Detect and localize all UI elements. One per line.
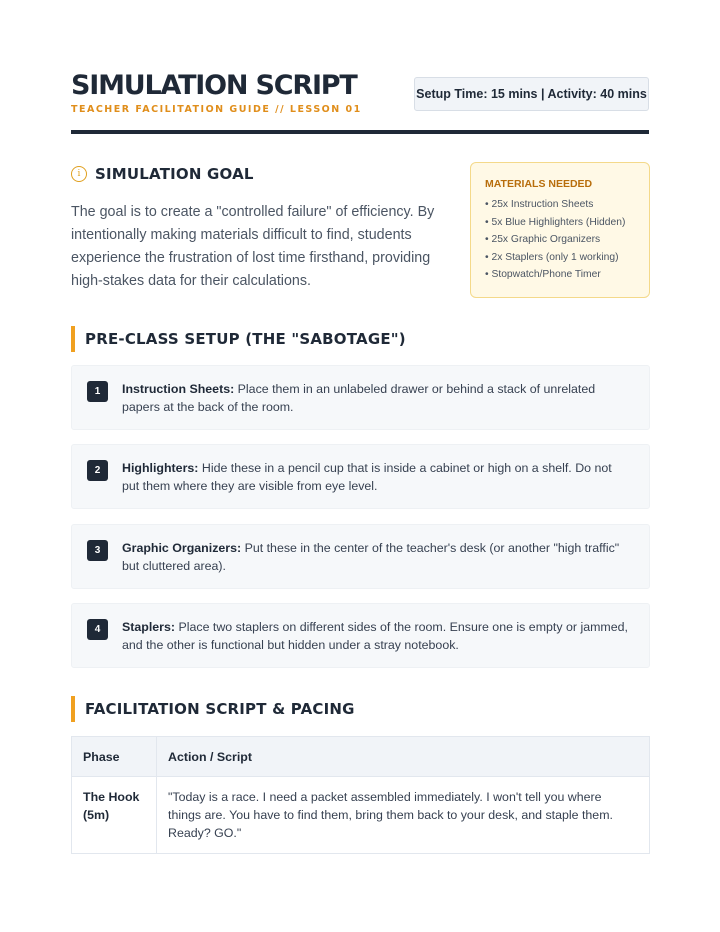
script-cell: "Today is a race. I need a packet assembled immediately. I won't tell you where things are. You have to find them, bring them back to your desk, and staple them. Ready? GO." (157, 777, 650, 854)
time-badge: Setup Time: 15 mins | Activity: 40 mins (414, 77, 649, 111)
step-number: 1 (87, 381, 108, 402)
step-description: Hide these in a pencil cup that is inside a cabinet or high on a shelf. Do not put them where they are visible from eye level. (122, 461, 612, 493)
info-icon: i (71, 166, 87, 182)
materials-title: MATERIALS NEEDED (485, 178, 593, 190)
setup-heading: PRE-CLASS SETUP (THE "SABOTAGE") (71, 326, 406, 352)
step-text (122, 618, 629, 654)
goal-heading (71, 165, 254, 183)
materials-item: • 25x Instruction Sheets (485, 196, 635, 214)
step-text (122, 380, 629, 416)
step-description: Place them in an unlabeled drawer or behind a stack of unrelated papers at the back of the room. (122, 382, 596, 414)
goal-text: The goal is to create a "controlled failure" of efficiency. By intentionally making materials difficult to find, students experience the frustration of lost time firsthand, providing high-stakes data for their calculations. (71, 204, 435, 289)
materials-box (470, 162, 650, 298)
setup-step (71, 365, 650, 430)
page-header (71, 70, 649, 134)
step-description: Put these in the center of the teacher's desk (or another "high traffic" but cluttered area). (122, 541, 620, 573)
page-title: SIMULATION SCRIPT (71, 70, 357, 101)
materials-item: • 5x Blue Highlighters (Hidden) (485, 214, 635, 232)
facilitation-heading: FACILITATION SCRIPT & PACING (71, 696, 355, 722)
step-text (122, 539, 629, 575)
step-description: Place two staplers on different sides of the room. Ensure one is empty or jammed, and the other is functional but hidden under a stray notebook. (122, 620, 628, 652)
step-label: Highlighters: (122, 461, 199, 475)
setup-step (71, 524, 650, 589)
setup-step (71, 444, 650, 509)
page-subtitle: TEACHER FACILITATION GUIDE // LESSON 01 (71, 104, 362, 115)
table-header-row (72, 737, 650, 777)
goal-title: SIMULATION GOAL (95, 165, 254, 183)
phase-cell: The Hook (5m) (72, 777, 157, 854)
column-header-phase: Phase (72, 737, 157, 777)
materials-list (485, 196, 635, 284)
materials-item: • 25x Graphic Organizers (485, 231, 635, 249)
facilitation-table (71, 736, 650, 854)
table-row (72, 777, 650, 854)
step-label: Staplers: (122, 620, 176, 634)
step-label: Graphic Organizers: (122, 541, 242, 555)
materials-item: • 2x Staplers (only 1 working) (485, 249, 635, 267)
column-header-action: Action / Script (157, 737, 650, 777)
setup-step (71, 603, 650, 668)
materials-item: • Stopwatch/Phone Timer (485, 266, 635, 284)
step-number: 4 (87, 619, 108, 640)
step-number: 3 (87, 540, 108, 561)
step-number: 2 (87, 460, 108, 481)
step-text (122, 459, 629, 495)
step-label: Instruction Sheets: (122, 382, 235, 396)
